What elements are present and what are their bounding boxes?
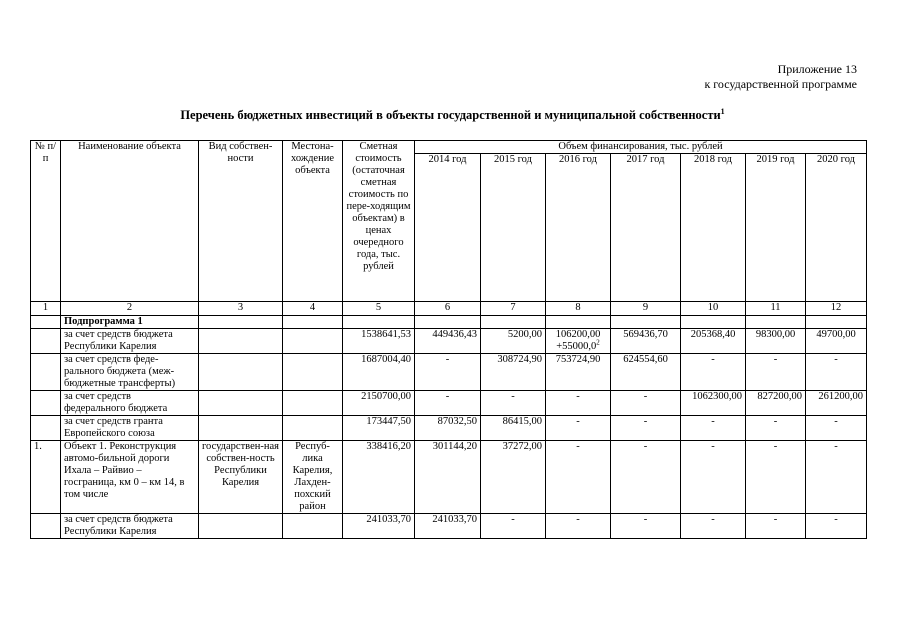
row-name: Объект 1. Реконструкция автомо-бильной дороги Ихала – Райвио – госграница, км 0 – км 14, в том числе — [61, 441, 199, 514]
header-row-1 — [31, 141, 867, 154]
row-2016-footnote: 2 — [596, 338, 600, 347]
row-2016: 753724,90 — [546, 354, 611, 391]
row-2019: - — [746, 354, 806, 391]
appendix-line-1: Приложение 13 — [777, 62, 857, 76]
row-2015: - — [481, 391, 546, 416]
row-2020: 49700,00 — [806, 329, 867, 354]
col-number: 9 — [611, 302, 681, 316]
row-num — [31, 354, 61, 391]
row-cost: 1687004,40 — [343, 354, 415, 391]
header-year-2018: 2018 год — [681, 154, 746, 302]
row-2019: - — [746, 441, 806, 514]
row-name: за счет средств бюджета Республики Карелия — [61, 329, 199, 354]
cell-empty — [343, 316, 415, 329]
header-name: Наименование объекта — [61, 141, 199, 302]
row-num — [31, 391, 61, 416]
row-2020: - — [806, 441, 867, 514]
row-name: за счет средств федерального бюджета — [61, 391, 199, 416]
row-2017: - — [611, 514, 681, 539]
row-ownership — [199, 354, 283, 391]
header-cost: Сметная стоимость (остаточная сметная стоимость по пере-ходящим объектам) в ценах очередного года, тыс. рублей — [343, 141, 415, 302]
row-ownership — [199, 329, 283, 354]
cell-empty — [746, 316, 806, 329]
row-ownership — [199, 416, 283, 441]
row-name: за счет средств гранта Европейского союза — [61, 416, 199, 441]
header-year-2019: 2019 год — [746, 154, 806, 302]
header-year-2014: 2014 год — [415, 154, 481, 302]
cell-empty — [481, 316, 546, 329]
col-number: 8 — [546, 302, 611, 316]
row-cost: 241033,70 — [343, 514, 415, 539]
header-year-2020: 2020 год — [806, 154, 867, 302]
title-text: Перечень бюджетных инвестиций в объекты государственной и муниципальной собственности — [180, 108, 721, 122]
table-row — [31, 514, 867, 539]
row-2015: 5200,00 — [481, 329, 546, 354]
row-2016-value: 106200,00 — [555, 329, 601, 340]
col-number: 3 — [199, 302, 283, 316]
row-2017: - — [611, 441, 681, 514]
row-2014: 87032,50 — [415, 416, 481, 441]
row-location — [283, 354, 343, 391]
col-number: 7 — [481, 302, 546, 316]
row-num — [31, 329, 61, 354]
row-2019: 827200,00 — [746, 391, 806, 416]
row-ownership: государствен-ная собствен-ность Республики Карелия — [199, 441, 283, 514]
cell-empty — [415, 316, 481, 329]
row-location — [283, 329, 343, 354]
row-num — [31, 416, 61, 441]
row-2017: - — [611, 416, 681, 441]
row-2020: 261200,00 — [806, 391, 867, 416]
col-number: 10 — [681, 302, 746, 316]
row-2017: 624554,60 — [611, 354, 681, 391]
table-row — [31, 354, 867, 391]
subprogram-row — [31, 316, 867, 329]
row-2019: - — [746, 514, 806, 539]
investment-table — [30, 140, 867, 539]
row-2018: 205368,40 — [681, 329, 746, 354]
row-2015: 308724,90 — [481, 354, 546, 391]
row-2014: - — [415, 354, 481, 391]
row-ownership — [199, 391, 283, 416]
title-footnote: 1 — [720, 106, 725, 116]
header-year-2017: 2017 год — [611, 154, 681, 302]
header-year-2015: 2015 год — [481, 154, 546, 302]
row-2020: - — [806, 416, 867, 441]
row-2014: 301144,20 — [415, 441, 481, 514]
col-number: 2 — [61, 302, 199, 316]
col-number: 6 — [415, 302, 481, 316]
row-2014: 241033,70 — [415, 514, 481, 539]
column-number-row — [31, 302, 867, 316]
row-2016: - — [546, 391, 611, 416]
cell-empty — [611, 316, 681, 329]
col-number: 11 — [746, 302, 806, 316]
row-2018: - — [681, 354, 746, 391]
row-cost: 2150700,00 — [343, 391, 415, 416]
row-2020: - — [806, 354, 867, 391]
col-number: 5 — [343, 302, 415, 316]
row-2014: - — [415, 391, 481, 416]
row-num: 1. — [31, 441, 61, 514]
row-cost: 173447,50 — [343, 416, 415, 441]
col-number: 4 — [283, 302, 343, 316]
row-cost: 1538641,53 — [343, 329, 415, 354]
row-location — [283, 391, 343, 416]
cell-empty — [199, 316, 283, 329]
document-title — [0, 108, 905, 123]
row-2019: - — [746, 416, 806, 441]
subprogram-title: Подпрограмма 1 — [61, 316, 199, 329]
cell-empty — [681, 316, 746, 329]
header-year-2016: 2016 год — [546, 154, 611, 302]
row-name: за счет средств феде-рального бюджета (меж-бюджетные трансферты) — [61, 354, 199, 391]
table-row — [31, 329, 867, 354]
row-ownership — [199, 514, 283, 539]
row-location — [283, 514, 343, 539]
header-funding: Объем финансирования, тыс. рублей — [415, 141, 867, 154]
table-row — [31, 441, 867, 514]
row-num — [31, 514, 61, 539]
row-2017: - — [611, 391, 681, 416]
header-ownership: Вид собствен-ности — [199, 141, 283, 302]
col-number: 1 — [31, 302, 61, 316]
cell-empty — [283, 316, 343, 329]
row-2015: - — [481, 514, 546, 539]
row-2017: 569436,70 — [611, 329, 681, 354]
row-2016-extra — [549, 338, 607, 353]
appendix-label — [704, 62, 857, 92]
cell-empty — [546, 316, 611, 329]
row-2016-extra-value: +55000,0 — [556, 341, 597, 352]
row-2018: - — [681, 441, 746, 514]
row-2020: - — [806, 514, 867, 539]
col-number: 12 — [806, 302, 867, 316]
row-2019: 98300,00 — [746, 329, 806, 354]
row-2018: 1062300,00 — [681, 391, 746, 416]
row-name: за счет средств бюджета Республики Карелия — [61, 514, 199, 539]
row-2018: - — [681, 514, 746, 539]
row-2016: - — [546, 514, 611, 539]
row-2016: - — [546, 441, 611, 514]
table-row — [31, 416, 867, 441]
row-2014: 449436,43 — [415, 329, 481, 354]
table-row — [31, 391, 867, 416]
row-2015: 86415,00 — [481, 416, 546, 441]
appendix-line-2: к государственной программе — [704, 77, 857, 91]
cell-empty — [806, 316, 867, 329]
row-2018: - — [681, 416, 746, 441]
header-location: Местона-хождение объекта — [283, 141, 343, 302]
cell-empty — [31, 316, 61, 329]
row-2016: - — [546, 416, 611, 441]
row-2015: 37272,00 — [481, 441, 546, 514]
header-num: № п/п — [31, 141, 61, 302]
row-location: Респуб-лика Карелия, Лахден-похский район — [283, 441, 343, 514]
row-location — [283, 416, 343, 441]
row-2016 — [546, 329, 611, 354]
row-cost: 338416,20 — [343, 441, 415, 514]
